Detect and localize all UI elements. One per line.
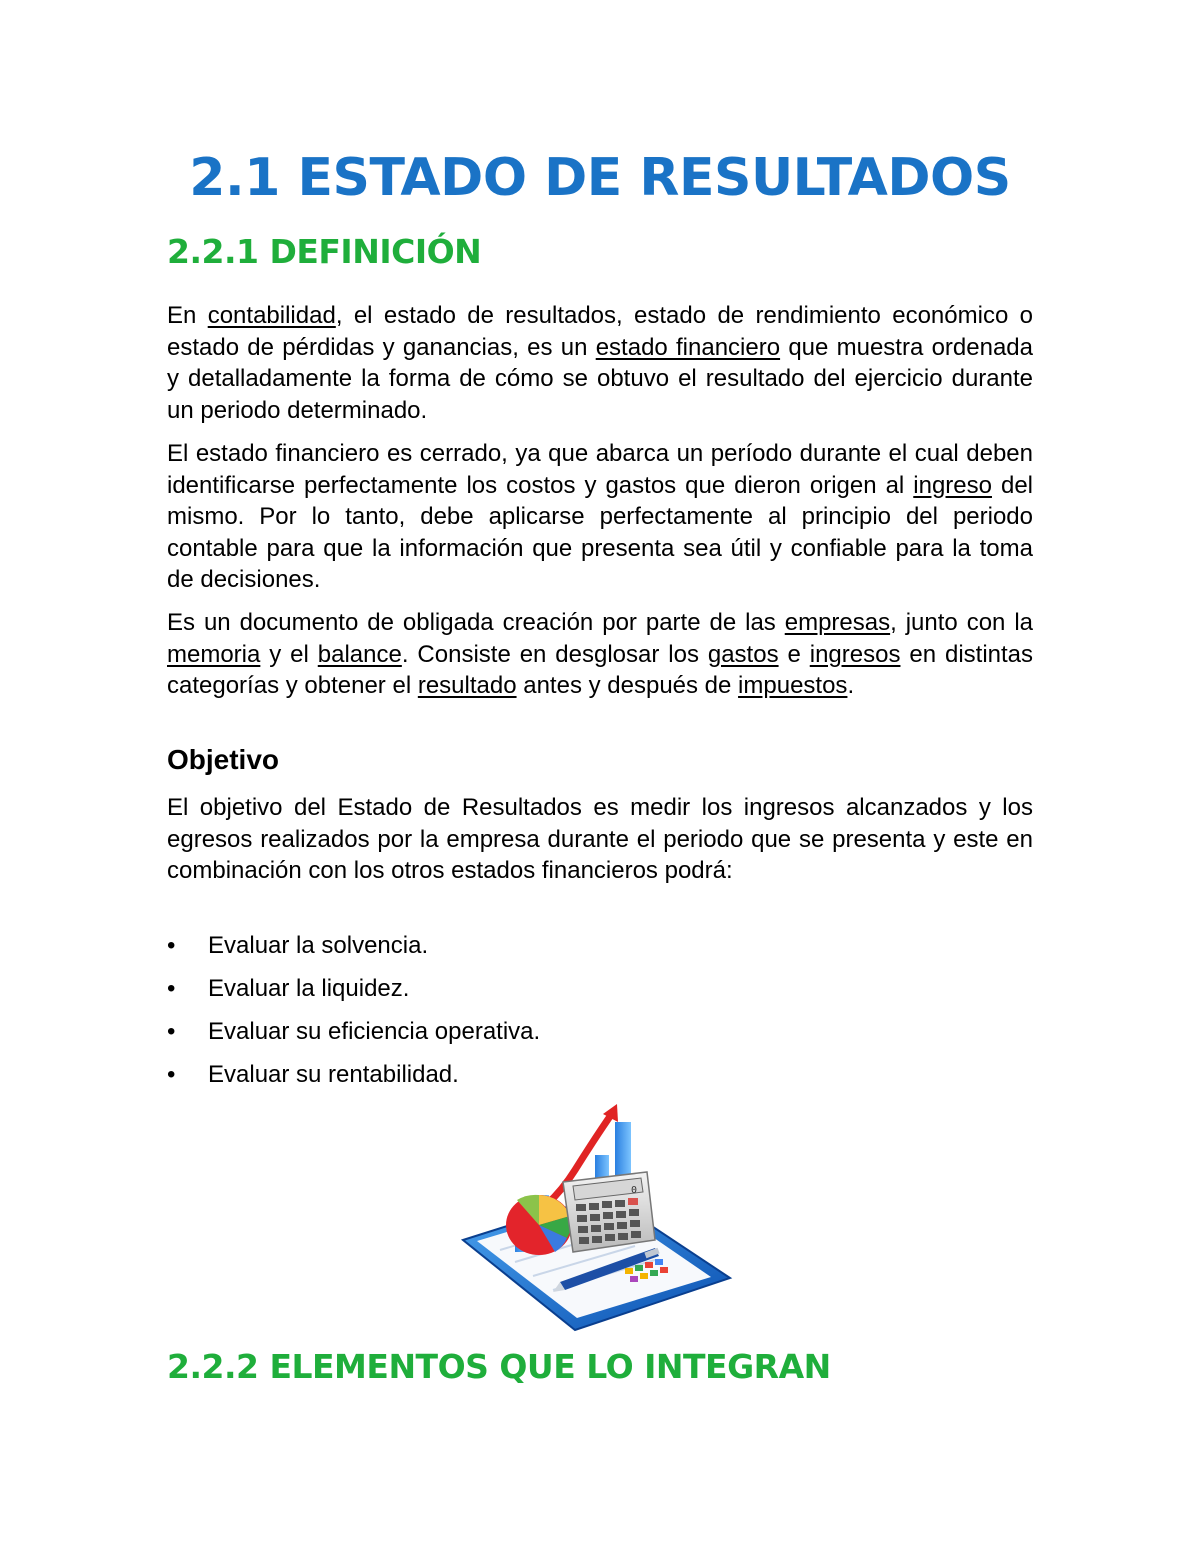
calculator-icon [563,1172,655,1252]
link-resultado[interactable]: resultado [417,672,517,699]
section-heading-elementos: 2.2.2 ELEMENTOS QUE LO INTEGRAN [167,1347,831,1386]
list-item: • Evaluar la liquidez. [167,973,540,1016]
paragraph-3: Es un documento de obligada creación por parte de las empresas, junto con la memoria y el balance. Consiste en desglosar los gastos e ingresos en distintas categorías y obtener el resultado antes y después de impuestos. [167,609,1034,699]
link-impuestos[interactable]: impuestos [738,672,848,699]
paragraph-1: En contabilidad, el estado de resultados, estado de rendimiento económico o estado de pérdidas y ganancias, es un estado financiero que muestra ordenada y detalladamente la forma de cómo se obtuvo el resultado del ejercicio durante un periodo determinado. [167,302,1033,424]
link-estado-financiero[interactable]: estado financiero [595,333,781,361]
subheading-objetivo: Objetivo [167,744,280,775]
pie-chart [506,1195,572,1255]
page-title: 2.1 ESTADO DE RESULTADOS [189,148,1011,208]
finance-chart-calculator-icon [455,1100,740,1335]
link-balance[interactable]: balance [317,640,402,668]
link-memoria[interactable]: memoria [167,640,261,668]
paragraph-2-block [167,438,1033,596]
paragraph-objetivo-block [167,792,1033,887]
bullet-icon: • [167,1061,176,1088]
link-empresas[interactable]: empresas [784,609,891,636]
link-contabilidad[interactable]: contabilidad [207,302,336,329]
objectives-list [167,930,540,1102]
link-ingresos[interactable]: ingresos [809,640,901,668]
paragraph-3-block [167,607,1033,702]
bullet-icon: • [167,932,176,959]
section-heading-definicion: 2.2.1 DEFINICIÓN [167,232,482,271]
bullet-icon: • [167,975,176,1002]
list-item: • Evaluar la solvencia. [167,930,540,973]
link-gastos[interactable]: gastos [707,640,779,668]
calculator-display: 0 [631,1185,638,1196]
list-item: • Evaluar su eficiencia operativa. [167,1016,540,1059]
list-item: • Evaluar su rentabilidad. [167,1059,540,1102]
link-ingreso[interactable]: ingreso [913,471,992,499]
paragraph-definition [167,300,1033,426]
bullet-icon: • [167,1018,176,1045]
paragraph-2: El estado financiero es cerrado, ya que abarca un período durante el cual deben identificarse perfectamente los costos y gastos que dieron origen al ingreso del mismo. Por lo tanto, debe aplicarse perfectamente al principio del periodo contable para que la información que presenta sea útil y confiable para la toma de decisiones. [167,440,1033,593]
paragraph-objetivo: El objetivo del Estado de Resultados es medir los ingresos alcanzados y los egresos realizados por la empresa durante el periodo que se presenta y este en combinación con los otros estados financieros podrá: [167,794,1033,884]
